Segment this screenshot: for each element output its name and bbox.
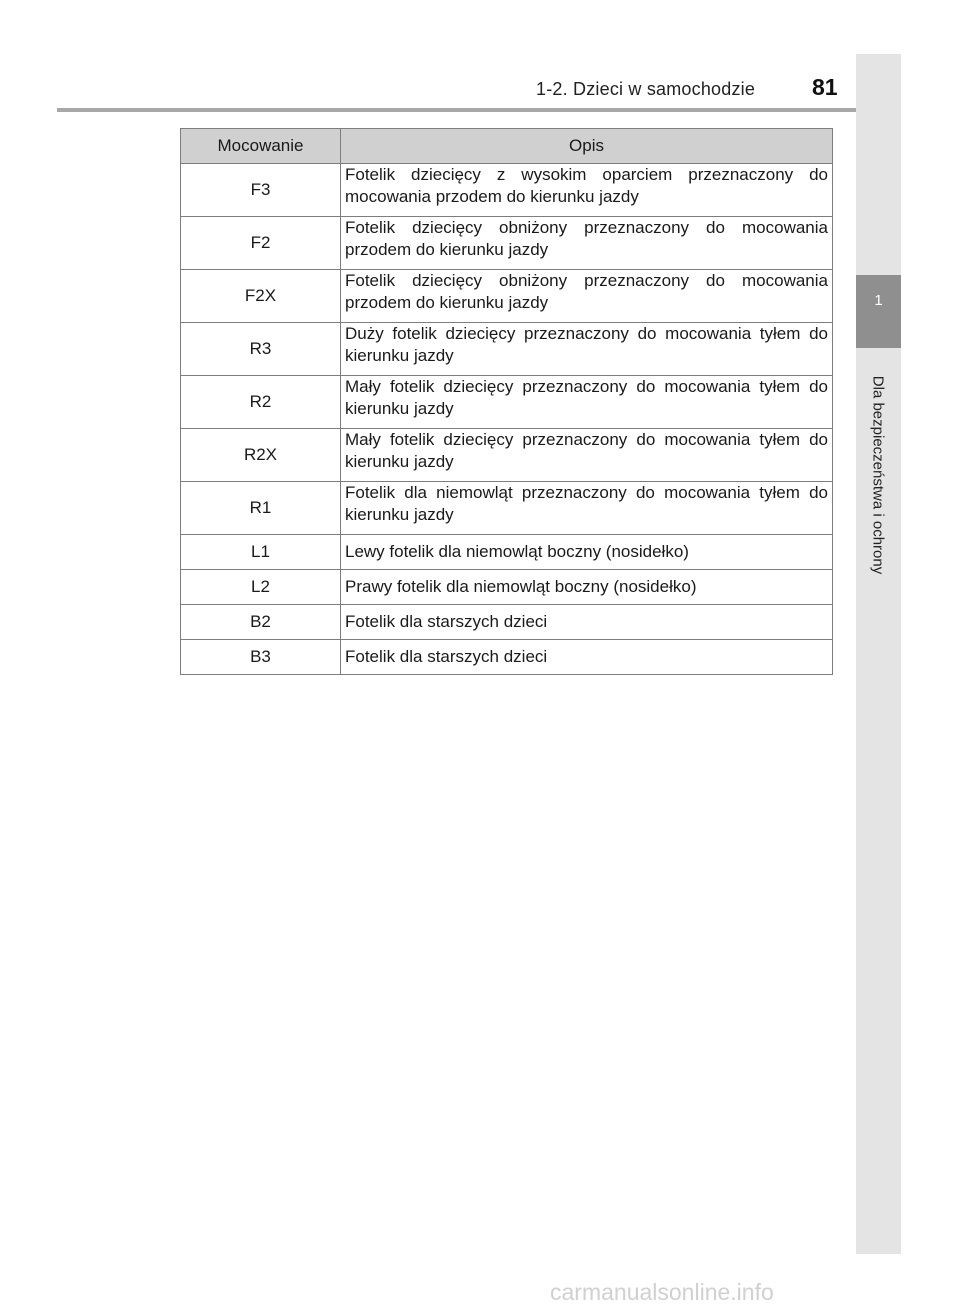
- chapter-number: 1: [874, 292, 883, 309]
- mount-code: F2X: [181, 270, 341, 323]
- mount-description: Mały fotelik dziecięcy przeznaczony do mocowania tyłem do kierunku jazdy: [341, 376, 833, 429]
- mount-code: R2X: [181, 429, 341, 482]
- mount-code: R1: [181, 482, 341, 535]
- mount-description: Fotelik dla starszych dzieci: [341, 640, 833, 675]
- table-row: [181, 376, 833, 429]
- mount-code: L2: [181, 570, 341, 605]
- mount-code: B3: [181, 640, 341, 675]
- mount-description: Fotelik dziecięcy z wysokim oparciem przeznaczony do mocowania przodem do kierunku jazdy: [341, 164, 833, 217]
- mount-description: Lewy fotelik dla niemowląt boczny (nosidełko): [341, 535, 833, 570]
- mount-description: Fotelik dla niemowląt przeznaczony do mocowania tyłem do kierunku jazdy: [341, 482, 833, 535]
- mount-description: Duży fotelik dziecięcy przeznaczony do mocowania tyłem do kierunku jazdy: [341, 323, 833, 376]
- mount-code: F2: [181, 217, 341, 270]
- table-row: [181, 605, 833, 640]
- table-header-row: [181, 129, 833, 164]
- column-header-description: Opis: [341, 129, 833, 164]
- mount-code: L1: [181, 535, 341, 570]
- mount-description: Mały fotelik dziecięcy przeznaczony do mocowania tyłem do kierunku jazdy: [341, 429, 833, 482]
- table-row: [181, 323, 833, 376]
- table-row: [181, 570, 833, 605]
- table-row: [181, 164, 833, 217]
- table-row: [181, 535, 833, 570]
- table-row: [181, 217, 833, 270]
- table-row: [181, 429, 833, 482]
- mount-description: Prawy fotelik dla niemowląt boczny (nosidełko): [341, 570, 833, 605]
- chapter-title: Dla bezpieczeństwa i ochrony: [869, 375, 887, 575]
- watermark: carmanualsonline.info: [550, 1279, 774, 1305]
- page-number: 81: [812, 74, 838, 100]
- mounting-table: [180, 128, 833, 675]
- table-row: [181, 270, 833, 323]
- mount-description: Fotelik dla starszych dzieci: [341, 605, 833, 640]
- table-row: [181, 640, 833, 675]
- chapter-tab: [856, 275, 901, 348]
- mount-description: Fotelik dziecięcy obniżony przeznaczony do mocowania przodem do kierunku jazdy: [341, 270, 833, 323]
- header-divider: [57, 108, 901, 112]
- mount-description: Fotelik dziecięcy obniżony przeznaczony do mocowania przodem do kierunku jazdy: [341, 217, 833, 270]
- section-title: 1-2. Dzieci w samochodzie: [536, 79, 756, 99]
- mount-code: F3: [181, 164, 341, 217]
- mount-code: B2: [181, 605, 341, 640]
- table-row: [181, 482, 833, 535]
- mount-code: R3: [181, 323, 341, 376]
- mount-code: R2: [181, 376, 341, 429]
- column-header-mounting: Mocowanie: [181, 129, 341, 164]
- chapter-side-strip: [856, 54, 901, 1254]
